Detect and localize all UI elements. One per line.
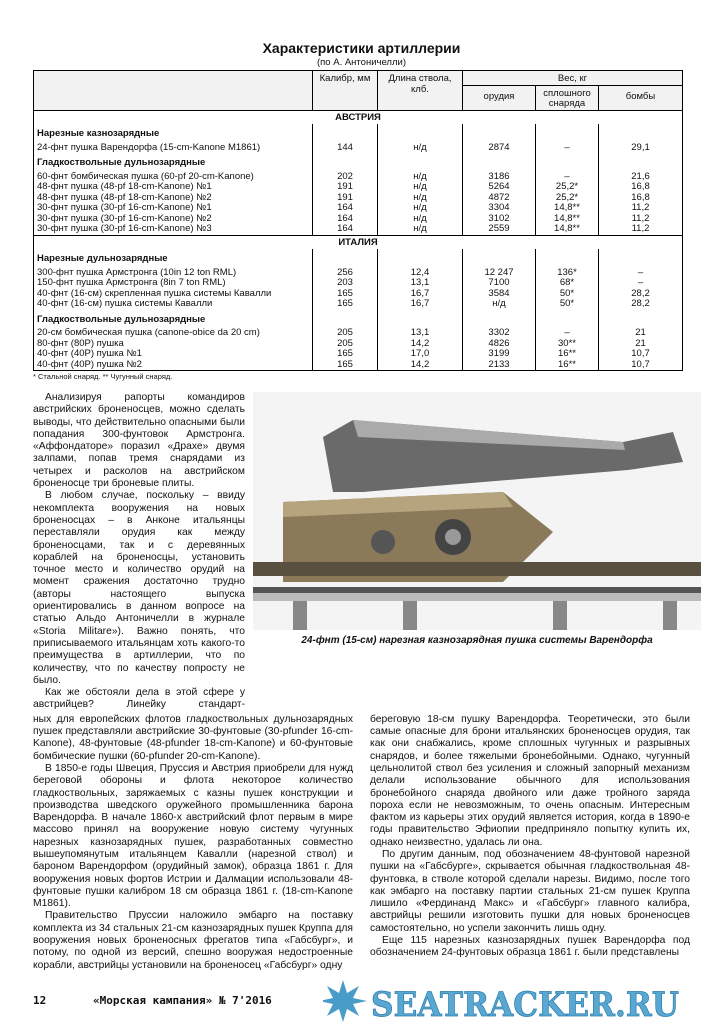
country-row [34, 110, 683, 124]
solid-shot-weight: 25,2* [536, 193, 599, 204]
gun-name: 48-фнт пушка (48-pf 18-cm-Kanone) №1 [37, 181, 212, 192]
figure-block [252, 392, 702, 647]
paragraph: Как же обстояли дела в этой сфере у австрийцев? Линейку стандарт- [33, 687, 245, 711]
gun-weight: 2133 [463, 360, 536, 371]
gun-weight: 12 247 [463, 268, 536, 279]
gun-weight: 2874 [463, 143, 536, 154]
caliber: 256 [313, 268, 378, 279]
empty-cell [463, 124, 536, 143]
gun-name: 300-фнт пушка Армстронга (10in 12 ton RML) [37, 266, 237, 278]
caliber: 165 [313, 360, 378, 371]
gun-weight: 3584 [463, 289, 536, 300]
solid-shot-weight: 14,8** [536, 203, 599, 214]
table-row [34, 299, 683, 310]
barrel-length: н/д [378, 203, 463, 214]
caliber: 165 [313, 349, 378, 360]
bomb-weight: – [599, 278, 683, 289]
country-label: ИТАЛИЯ [34, 235, 683, 249]
group-label: Гладкоствольные дульнозарядные [37, 313, 206, 325]
caliber: 164 [313, 203, 378, 214]
gun-weight: 4872 [463, 193, 536, 204]
caliber: 165 [313, 299, 378, 310]
magazine-issue: «Морская кампания» № 7'2016 [93, 994, 272, 1008]
paragraph: береговую 18-см пушку Варендорфа. Теоретически, это были самые опасные для брони итальянских броненосцев орудия, так как они снабжались, кроме сплошных чугунных и разрывных снарядов, и более тяжелыми бронебойными. Однако, чугунный цельнолитой ствол без усиления и сложный запорный механизм делали использование обычного для использования бронебойного снаряда двойного или даже тройного заряда пороха если не невозможным, то очень опасным. Интересным фактом из карьеры этих орудий является история, когда в 1890-е годы правительство Эфиопии предприняло попытку купить их, однако неизвестно, удалась ли она. [370, 713, 690, 848]
bomb-weight: 10,7 [599, 360, 683, 371]
group-label: Нарезные казнозарядные [37, 128, 160, 139]
group-label: Нарезные дульнозарядные [37, 253, 168, 264]
footer [33, 978, 690, 1024]
text-column-narrow [33, 392, 245, 712]
table-row [34, 182, 683, 193]
bomb-weight: 28,2 [599, 299, 683, 310]
bomb-weight: 10,7 [599, 349, 683, 360]
empty-cell [378, 249, 463, 268]
barrel-length: н/д [378, 214, 463, 225]
empty-cell [536, 310, 599, 329]
header-length: Длина ствола, клб. [378, 71, 463, 111]
lower-section [33, 714, 690, 972]
gun-weight: 4826 [463, 339, 536, 350]
solid-shot-weight: 30** [536, 339, 599, 350]
paragraph: Анализируя рапорты командиров австрийских броненосцев, можно сделать выводы, что действительно опасными были попадания 300-фунтовок Армстронга. «Аффондаторе» поразил «Драхе» двумя залпами, попав тремя снарядами из четырех и расколов на австрийском броненосце три броневые плиты. [33, 392, 245, 490]
watermark-text: SEATRACKER.RU [371, 984, 679, 1024]
gun-weight: н/д [463, 299, 536, 310]
barrel-length: н/д [378, 182, 463, 193]
gun-name: 30-фнт пушка (30-pf 16-cm-Kanone) №2 [37, 212, 212, 224]
gun-weight: 3302 [463, 328, 536, 339]
bomb-weight: 29,1 [599, 143, 683, 154]
empty-cell [378, 310, 463, 329]
bomb-weight: 11,2 [599, 224, 683, 235]
country-label: АВСТРИЯ [34, 110, 683, 124]
group-row [34, 310, 683, 329]
empty-cell [378, 124, 463, 143]
caliber: 205 [313, 339, 378, 350]
empty-cell [313, 310, 378, 329]
solid-shot-weight: 25,2* [536, 182, 599, 193]
gun-name: 80-фнт (80P) пушка [37, 337, 124, 349]
gun-name: 30-фнт пушка (30-pf 16-cm-Kanone) №3 [37, 223, 212, 234]
barrel-length: н/д [378, 224, 463, 235]
bomb-weight: 11,2 [599, 203, 683, 214]
solid-shot-weight: 16** [536, 360, 599, 371]
gun-name: 40-фнт (40P) пушка №1 [37, 348, 142, 359]
solid-shot-weight: 14,8** [536, 214, 599, 225]
cannon-icon [253, 392, 701, 630]
text-column-left [33, 714, 353, 972]
figure-caption: 24-фнт (15-см) нарезная казнозарядная пушка системы Варендорфа [301, 635, 653, 646]
barrel-length: 14,2 [378, 360, 463, 371]
group-row [34, 124, 683, 143]
barrel-length: 17,0 [378, 349, 463, 360]
artillery-table [33, 70, 683, 371]
caliber: 203 [313, 278, 378, 289]
gun-weight: 3102 [463, 214, 536, 225]
gun-name: 60-фнт бомбическая пушка (60-pf 20-cm-Kanone) [37, 170, 254, 182]
gun-weight: 2559 [463, 224, 536, 235]
solid-shot-weight: 50* [536, 289, 599, 300]
solid-shot-weight: – [536, 328, 599, 339]
table-footnote: * Стальной снаряд. ** Чугунный снаряд. [33, 372, 173, 381]
table-row [34, 328, 683, 339]
watermark-logo [323, 978, 683, 1024]
header-weight: Вес, кг [463, 71, 683, 86]
page-title: Характеристики артиллерии [262, 40, 461, 56]
empty-cell [599, 310, 683, 329]
barrel-length: 16,7 [378, 289, 463, 300]
bomb-weight: 21 [599, 339, 683, 350]
empty-cell [463, 310, 536, 329]
barrel-length: н/д [378, 193, 463, 204]
gun-name: 30-фнт пушка (30-pf 16-cm-Kanone) №1 [37, 202, 212, 213]
empty-cell [463, 153, 536, 172]
solid-shot-weight: – [536, 172, 599, 183]
bomb-weight: 16,8 [599, 193, 683, 204]
gun-name: 48-фнт пушка (48-pf 18-cm-Kanone) №2 [37, 191, 212, 203]
group-label: Гладкоствольные дульнозарядные [37, 157, 206, 168]
gun-name: 20-см бомбическая пушка (canone-obice da 20 cm) [37, 327, 260, 338]
bomb-weight: 28,2 [599, 289, 683, 300]
paragraph: В любом случае, поскольку – ввиду некомплекта вооружения на новых броненосцах – в Анконе итальянцы переставляли орудия как между броненосцами, так и с деревянных кораблей на броненосцы, установить точное место и количество орудий на момент сражения достаточно трудно (авторы настоящего выпуска ориентировались в данном вопросе на статью Альдо Антоничелли в журнале «Storia Militare»). Важно понять, что приписываемого итальянцам хоть какого-то преимущества в артиллерии, что по количеству, что по качеству попросту не было. [33, 490, 245, 686]
text-column-right [370, 714, 690, 972]
solid-shot-weight: 14,8** [536, 224, 599, 235]
gun-weight: 7100 [463, 278, 536, 289]
solid-shot-weight: 68* [536, 278, 599, 289]
header-gun: орудия [463, 85, 536, 110]
caliber: 164 [313, 224, 378, 235]
gun-name: 150-фнт пушка Армстронга (8in 7 ton RML) [37, 277, 226, 288]
empty-cell [536, 153, 599, 172]
gun-name: 40-фнт (16-см) скрепленная пушка системы Кавалли [37, 287, 272, 299]
group-row [34, 249, 683, 268]
caliber: 205 [313, 328, 378, 339]
page-number: 12 [33, 994, 47, 1008]
solid-shot-weight: 16** [536, 349, 599, 360]
barrel-length: 13,1 [378, 328, 463, 339]
barrel-length: 14,2 [378, 339, 463, 350]
header-bomb: бомбы [599, 85, 683, 110]
empty-cell [313, 153, 378, 172]
empty-cell [463, 249, 536, 268]
caliber: 191 [313, 193, 378, 204]
empty-cell [599, 153, 683, 172]
paragraph: По другим данным, под обозначением 48-фунтовой нарезной пушки на «Габсбурге», скрывается обычная гладкоствольная 48-фунтовка, в стволе которой сделали нарезы. Видимо, после того как эмбарго на поставку партии стальных 21-см пушек Круппа лишило «Фердинанд Макс» и «Габсбург» главного калибра, австрийцы решили изготовить пушки для новых броненосцев самостоятельно, но успели закончить лишь одну. [370, 848, 690, 934]
table-row [34, 224, 683, 235]
gun-name: 40-фнт (40P) пушка №2 [37, 358, 142, 370]
table-row [34, 203, 683, 214]
caliber: 202 [313, 172, 378, 183]
bomb-weight: 21,6 [599, 172, 683, 183]
barrel-length: н/д [378, 143, 463, 154]
caliber: 164 [313, 214, 378, 225]
caliber: 191 [313, 182, 378, 193]
barrel-length: н/д [378, 172, 463, 183]
empty-cell [536, 249, 599, 268]
gun-weight: 3304 [463, 203, 536, 214]
paragraph: В 1850-е годы Швеция, Пруссия и Австрия приобрели для нужд береговой обороны и флота некоторое количество гладкоствольных, заряжаемых с казны пушек конструкции и производства шведского оружейного промышленника барона Варендорфа. В начале 1860-х австрийский флот первым в мире массово принял на вооружение новую систему чугунных нарезных казнозарядных пушек, разработанных совместно вышеупомянутым итальянцем Кавалли (нарезной ствол) и бароном Варендорфом (орудийный замок), образца 1861 г. Для вооружения новых фортов Истрии и Далмации использовали 48-фунтовые пушки калибром 18 см образца 1861 г. (18-cm-Kanone M1861). [33, 762, 353, 910]
upper-section [33, 392, 690, 712]
caliber: 165 [313, 289, 378, 300]
header-solid: сплошного снаряда [536, 85, 599, 110]
header-caliber: Калибр, мм [313, 71, 378, 111]
country-row [34, 235, 683, 249]
solid-shot-weight: – [536, 143, 599, 154]
solid-shot-weight: 136* [536, 268, 599, 279]
bomb-weight: 11,2 [599, 214, 683, 225]
gun-name: 24-фнт пушка Варендорфа (15-cm-Kanone M1861) [37, 141, 261, 153]
table-row [34, 349, 683, 360]
table-row [34, 360, 683, 371]
solid-shot-weight: 50* [536, 299, 599, 310]
page-subtitle: (по А. Антоничелли) [317, 57, 406, 68]
group-row [34, 153, 683, 172]
gun-weight: 5264 [463, 182, 536, 193]
empty-cell [378, 153, 463, 172]
caliber: 144 [313, 143, 378, 154]
empty-cell [536, 124, 599, 143]
gun-name: 40-фнт (16-см) пушка системы Кавалли [37, 298, 213, 309]
barrel-length: 13,1 [378, 278, 463, 289]
bomb-weight: 21 [599, 328, 683, 339]
empty-cell [313, 249, 378, 268]
paragraph: Еще 115 нарезных казнозарядных пушек Варендорфа под обозначением 24-фунтовых образца 1861 г. были представлены [370, 935, 690, 959]
empty-cell [313, 124, 378, 143]
table-row [34, 278, 683, 289]
header-name [34, 71, 313, 111]
cannon-illustration [253, 392, 701, 630]
empty-cell [599, 124, 683, 143]
empty-cell [599, 249, 683, 268]
paragraph: Правительство Пруссии наложило эмбарго на поставку комплекта из 34 стальных 21-см казнозарядных пушек Круппа для вооружения новых броненосных фрегатов типа «Габсбург», и потому, по одной из версий, спешно вооружая недостроенные корабли, австрийцы установили на броненосец «Габсбург» одну [33, 910, 353, 971]
barrel-length: 12,4 [378, 268, 463, 279]
table-row [34, 143, 683, 154]
bomb-weight: 16,8 [599, 182, 683, 193]
paragraph: ных для европейских флотов гладкоствольных дульнозарядных пушек представляли австрийские 30-фунтовые (30-pfunder 16-cm-Kanone), 48-фунтовые (48-pfunder 18-cm-Kanone) и 60-фунтовые бомбические пушки (60-pfunder 20-cm-Kanone). [33, 713, 353, 762]
bomb-weight: – [599, 268, 683, 279]
barrel-length: 16,7 [378, 299, 463, 310]
gun-weight: 3199 [463, 349, 536, 360]
gun-weight: 3186 [463, 172, 536, 183]
